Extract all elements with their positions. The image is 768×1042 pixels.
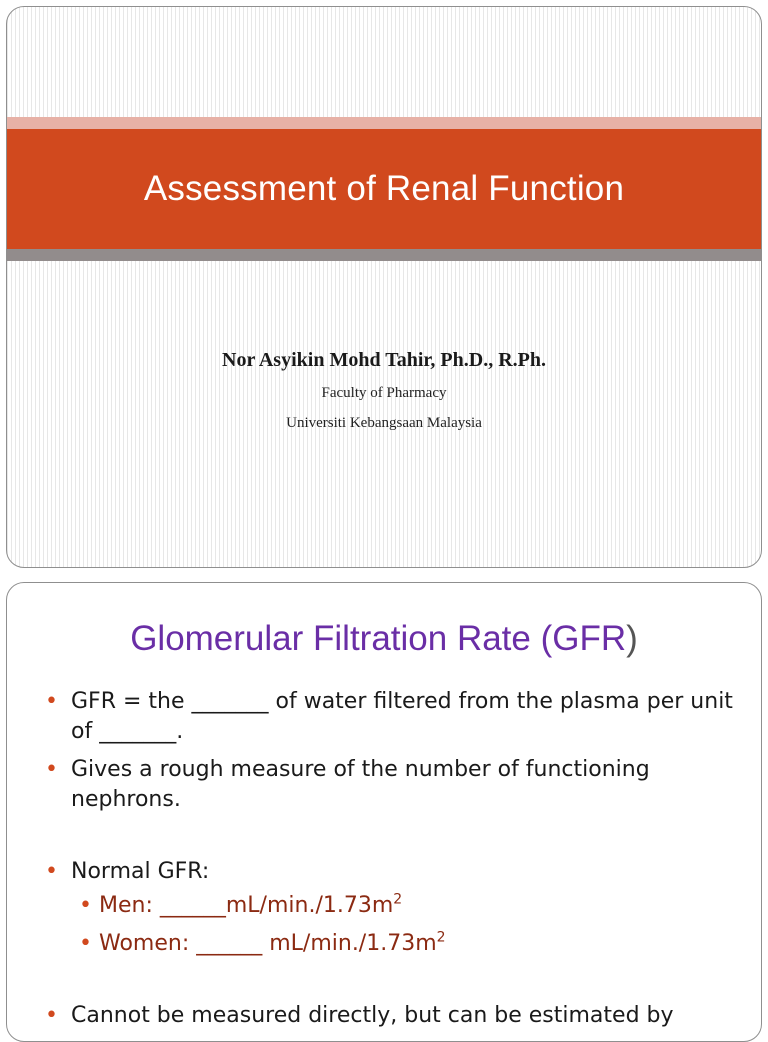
bullet-text: GFR = the _______ of water filtered from the plasma per unit of _______. (71, 689, 733, 744)
bullet-icon: • (45, 757, 58, 782)
bullet-icon: • (45, 689, 58, 714)
bullet-item (45, 1001, 739, 1031)
slide-heading (7, 619, 761, 659)
title-band (7, 129, 761, 249)
slide-heading-paren: ) (626, 619, 638, 658)
superscript: 2 (436, 929, 446, 946)
bullet-text: Normal GFR: (71, 859, 210, 884)
bullet-icon: • (45, 859, 58, 884)
sub-bullet-icon: • (79, 893, 92, 918)
sub-bullet-item (79, 891, 733, 921)
sub-bullet-text: Men: ______mL/min./1.73m (99, 893, 394, 918)
bullet-item (45, 857, 739, 887)
sub-bullet-item (79, 929, 733, 959)
title-slide (6, 6, 762, 568)
sub-bullet-icon: • (79, 931, 92, 956)
accent-band-top (7, 117, 761, 129)
superscript: 2 (393, 891, 403, 908)
bullet-icon: • (45, 1003, 58, 1028)
author-name: Nor Asyikin Mohd Tahir, Ph.D., R.Ph. (222, 349, 546, 371)
bullet-text: Gives a rough measure of the number of functioning nephrons. (71, 757, 650, 812)
affiliation-faculty: Faculty of Pharmacy (321, 385, 447, 401)
affiliation-university: Universiti Kebangsaan Malaysia (286, 415, 482, 431)
bullet-text: Cannot be measured directly, but can be estimated by (71, 1003, 674, 1028)
bullet-item (45, 755, 739, 815)
content-slide (6, 582, 762, 1042)
slide-heading-text: Glomerular Filtration Rate (GFR (130, 619, 627, 658)
accent-band-bottom (7, 249, 761, 261)
sub-bullet-text: Women: ______ mL/min./1.73m (99, 931, 437, 956)
bullet-item (45, 687, 739, 747)
slide-title: Assessment of Renal Function (143, 169, 625, 208)
